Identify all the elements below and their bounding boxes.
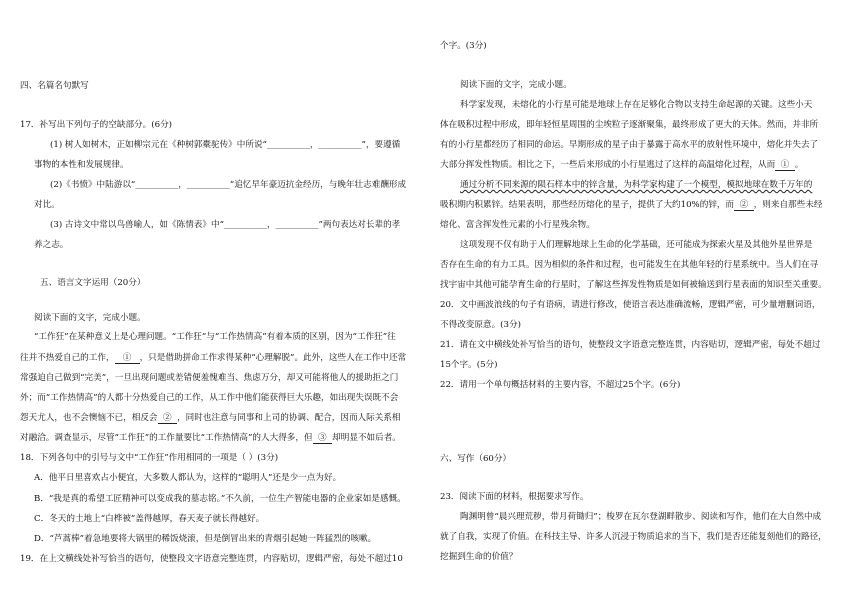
- blank-1: ①: [115, 353, 140, 364]
- question-18-stem: 18．下列各句中的引号与文中“工作狂”作用相同的一项是（ ）(3分): [20, 453, 279, 463]
- question-18-option-d: D．“芦蒿棒”着急地要将大锅里的稀饭烧滚，但是倒冒出来的青烟引起她一阵猛烈的咳嗽。: [34, 534, 377, 544]
- passage-2-line-7: 熔化、富含挥发性元素的小行星残余物。: [440, 220, 595, 230]
- question-20-line-2: 不得改变原意。(3分): [440, 320, 521, 330]
- question-20-line-1: 20．文中画波浪线的句子有语病，请进行修改，使语言表达准确流畅，逻辑严密，可少量增删词语，: [440, 300, 821, 310]
- passage-2-line-2: 体在吸积过程中形成，即年轻恒星周围的尘埃粒子逐渐聚集，最终形成了更大的天体。然而，并非所: [440, 120, 819, 130]
- material-line-1: 陶渊明曾“晨兴理荒秽，带月荷锄归”；梭罗在瓦尔登湖畔散步、阅读和写作，他们在大自然中成: [460, 512, 822, 522]
- passage-2-line-4: 大部分挥发性物质。相比之下，一些后来形成的小行星逃过了这样的高温熔化过程，从而 ① 。: [440, 160, 804, 170]
- question-21-line-1: 21．请在文中横线处补写恰当的语句，使整段文字语意完整连贯，内容贴切，逻辑严密，每处不超过: [440, 340, 821, 350]
- passage-1-line-3: 常强迫自己做到“完美”，一旦出现问题或差错便羞愧难当、焦虑万分，却又可能将他人的援助拒之门: [20, 373, 399, 383]
- passage-1-line-2: 往并不热爱自己的工作， ① ，只是借助拼命工作求得某种“心理解脱”。此外，这些人在工作中还常: [20, 353, 407, 363]
- question-18-option-b: B．“我是真的希望工匠精神可以变成我的墓志铭。”不久前，一位生产智能电器的企业家如是感慨。: [34, 494, 406, 504]
- passage-2-line-10: 找宇宙中其他可能孕育生命的行星时，了解这些挥发性物质是如何被输送到行星表面的知识至关重要。: [440, 280, 827, 290]
- question-17-3-line-2: 养之志。: [34, 240, 69, 250]
- question-19-tail: 个字。(3分): [440, 41, 487, 51]
- question-17-2-line-2: 对比。: [34, 200, 60, 210]
- passage-2-line-1: 科学家发现，未熔化的小行星可能是地球上存在足够化合物以支持生命起源的关键。这些小天: [460, 100, 813, 110]
- passage-2-line-8: 这项发现不仅有助于人们理解地球上生命的化学基础，还可能成为探索火星及其他外星世界是: [460, 240, 813, 250]
- blank-r1: ①: [775, 160, 795, 171]
- question-22: 22．请用一个单句概括材料的主要内容，不超过25个字。(6分): [440, 380, 681, 390]
- material-line-2: 就了自我，实现了价值。在科技主导、许多人沉浸于物质追求的当下，我们是否还能复刻他们的路径，: [440, 532, 827, 542]
- reading-instruction-2: 阅读下面的文字，完成小题。: [460, 80, 572, 90]
- question-21-line-2: 15个字。(5分): [440, 360, 498, 370]
- question-17-1-line-2: 事物的本性和发展规律。: [34, 160, 129, 170]
- question-18-option-c: C．冬天的土地上“白桦被”盖得越厚，春天麦子就长得越好。: [34, 514, 265, 524]
- passage-2-line-9: 否存在生命的有力工具。因为相似的条件和过程，也可能发生在其他年轻的行星系统中。当人们在寻: [440, 260, 819, 270]
- section-5-title: 五、语言文字运用（20分）: [40, 278, 146, 288]
- blank-r2: ②: [734, 200, 754, 211]
- reading-instruction-1: 阅读下面的文字，完成小题。: [34, 313, 146, 323]
- passage-2-line-3: 有的小行星都经历了相同的命运。早期形成的星子由于暴露于高水平的放射性环境中，熔化并失去了: [440, 140, 819, 150]
- question-19: 19．在上文横线处补写恰当的语句，使整段文字语意完整连贯，内容贴切，逻辑严密，每处不超过10: [20, 554, 403, 564]
- blank-3: ③: [313, 433, 333, 444]
- material-line-3: 挖掘到生命的价值？: [440, 552, 518, 562]
- section-4-title: 四、名篇名句默写: [20, 81, 89, 91]
- question-23: 23．阅读下面的材料，根据要求写作。: [440, 492, 589, 502]
- passage-2-wavy-sentence: 通过分析不同来源的陨石样本中的锌含量，为科学家构建了一个模型，模拟地球在数千万年的: [460, 180, 813, 190]
- passage-1-line-6: 对融洽。调查显示，尽管“工作狂”的工作量要比“工作热情高”的人大得多，但 ③ 却明显不如后者。: [20, 433, 401, 443]
- question-17-stem: 17．补写出下列句子的空缺部分。(6分): [20, 120, 173, 130]
- blank-2: ②: [158, 413, 178, 424]
- passage-2-line-6: 吸积期内积累锌。结果表明，那些经历熔化的星子，提供了大约10%的锌，而 ② ，则来自那些未经: [440, 200, 823, 210]
- question-17-2-line-1: (2)《书愤》中陆游以“__________，__________”追忆早年豪迈抗金经历，与晚年壮志难酬形成: [50, 180, 407, 190]
- question-17-1-line-1: (1) 树人如树木，正如柳宗元在《种树郭橐驼传》中所说“__________，__________”，要遵循: [50, 140, 401, 150]
- passage-1-line-1: “工作狂”在某种意义上是心理问题。“工作狂”与“工作热情高”有着本质的区别，因为“工作狂”往: [34, 332, 396, 342]
- question-18-option-a: A．他平日里喜欢占小便宜，大多数人都认为，这样的“聪明人”还是少一点为好。: [34, 473, 342, 483]
- passage-1-line-4: 外；而“工作热情高”的人都十分热爱自己的工作，从工作中他们能获得巨大乐趣，如出现失误既不会: [20, 393, 399, 403]
- passage-1-line-5: 怨天尤人，也不会懊恼不已，相反会 ② ，同时也注意与同事和上司的协调、配合，因而人际关系相: [20, 413, 401, 423]
- question-17-3-line-1: (3) 古诗文中常以鸟兽喻人，如《陈情表》中“__________，__________”两句表达对长辈的孝: [50, 220, 401, 230]
- section-6-title: 六、写作（60分）: [440, 454, 512, 464]
